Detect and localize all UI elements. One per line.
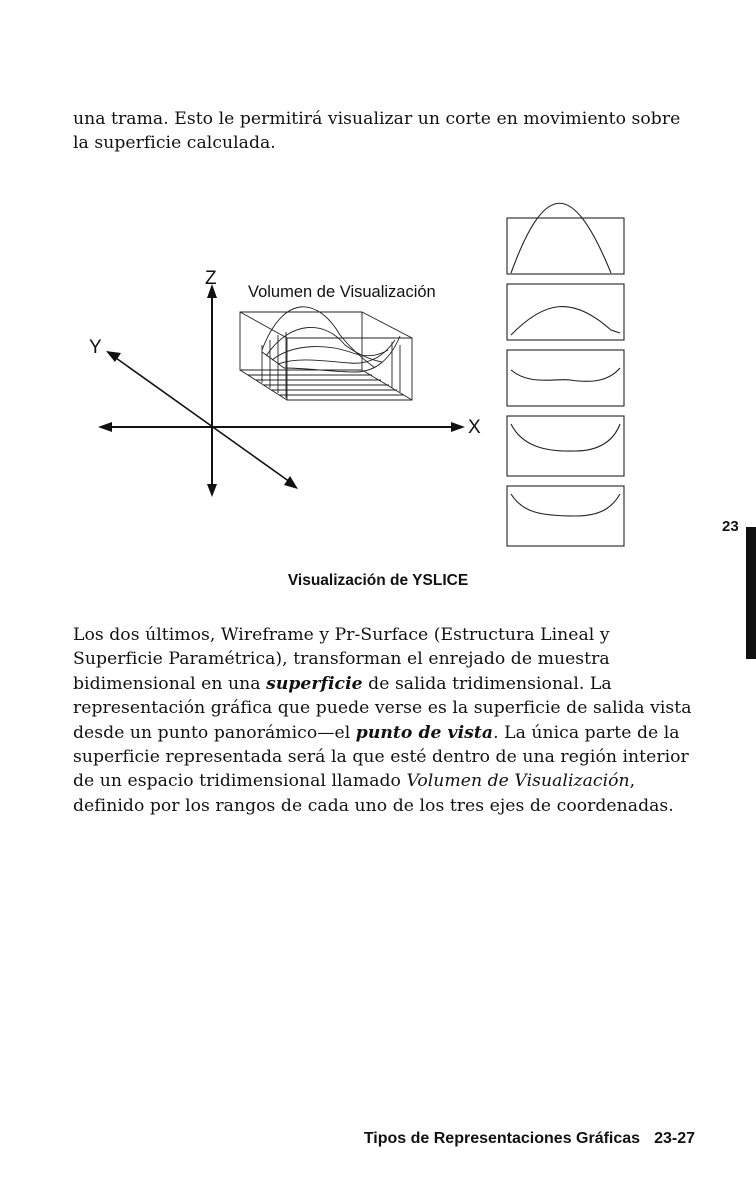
para2-text-1: Los dos últimos, Wireframe y Pr-Surface (Estructura Lineal y Superficie Paramétrica), transforman el enrejado de muestra bidimensional en una — [73, 625, 610, 694]
page-footer — [364, 1130, 695, 1148]
x-axis-arrow-left — [98, 422, 112, 432]
slice-panels — [507, 203, 624, 546]
figure-caption: Visualización de YSLICE — [287, 572, 469, 589]
para2-text-2: de salida tridimensional. La representación gráfica que puede verse es la superficie de salida vista desde un punto panorámico—el — [73, 673, 692, 743]
slice-panel-1 — [507, 218, 624, 274]
x-axis-label: X — [468, 417, 481, 438]
viewing-volume — [240, 307, 412, 400]
paragraph-intro: una trama. Esto le permitirá visualizar un corte en movimiento sobre la superficie calculada. — [73, 109, 681, 154]
yslice-figure — [0, 0, 756, 560]
y-axis-line — [116, 358, 290, 482]
y-axis-label: Y — [89, 337, 102, 358]
para2-text-3: . La única parte de la superficie representada será la que esté dentro de una región interior de un espacio tridimensional llamado — [73, 722, 689, 792]
para2-emphasis-punto-de-vista: punto de vista — [355, 722, 494, 743]
footer-title: Tipos de Representaciones Gráficas — [363, 1130, 641, 1147]
y-axis-arrow-front — [284, 476, 298, 489]
z-axis-label: Z — [205, 268, 217, 289]
slice-panel-4 — [507, 416, 624, 476]
slice-panel-2 — [507, 284, 624, 340]
chapter-tab-bar — [746, 527, 756, 659]
para2-text-4: , definido por los rangos de cada uno de los tres ejes de coordenadas. — [73, 771, 674, 816]
para2-emphasis-superficie: superficie — [266, 673, 363, 694]
paragraph-body — [73, 623, 693, 818]
axes — [98, 284, 465, 497]
volume-label: Volumen de Visualización — [248, 283, 436, 301]
footer-page-number: 23-27 — [654, 1130, 695, 1147]
para2-emphasis-volumen: Volumen de Visualización — [406, 771, 630, 792]
x-axis-arrow-right — [451, 422, 465, 432]
z-axis-arrow-down — [207, 484, 217, 497]
chapter-tab-number: 23 — [722, 518, 739, 535]
